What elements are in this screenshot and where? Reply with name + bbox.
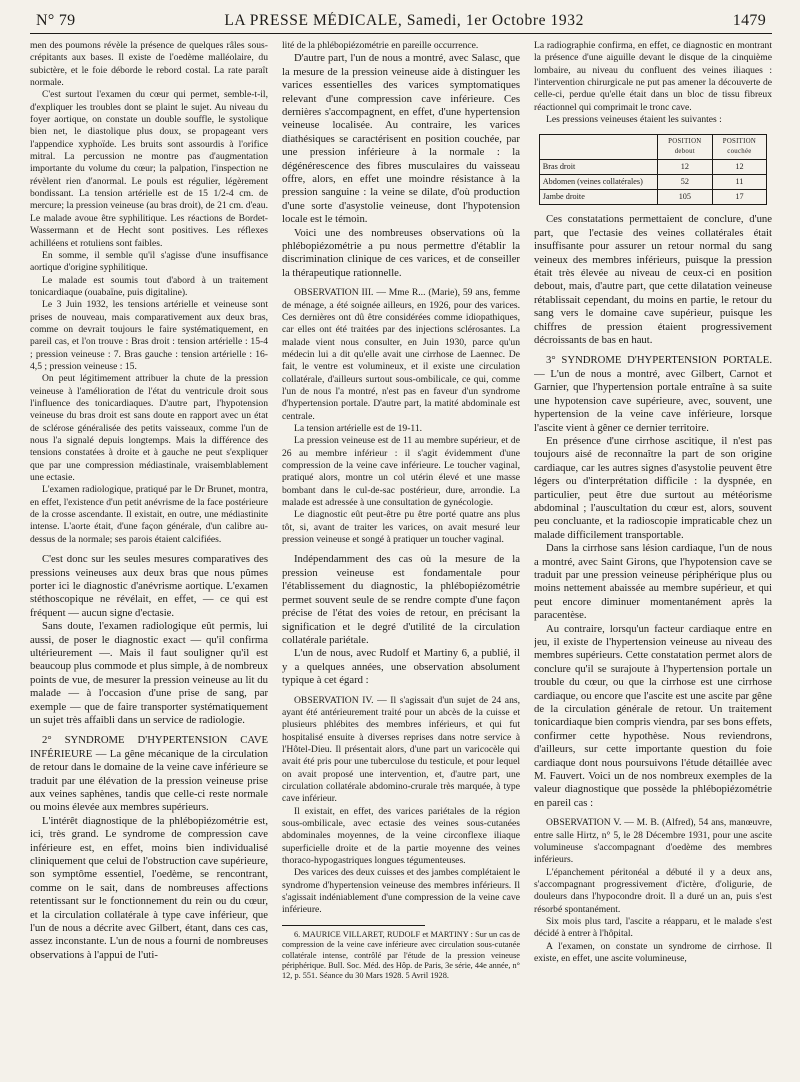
paragraph: Au contraire, lorsqu'un facteur cardiaque entre en jeu, il existe de l'hypertension veineuse au niveau des membres supérieurs. Cette constatation permet alors de conclure qu'il se surajoute à l'hypertension portale un trouble du cœur, ou que la cirrhose est une cirrhose cardiaque, ou encore que l'ascite est une ascite par gêne de la circulation générale de retour. Un traitement tonicardiaque bien compris viendra, par ses bons effets, confirmer cette hypothèse. Nous reviendrons, d'ailleurs, sur cette importante question du foie cardiaque dont nous poursuivons l'étude détaillée avec M. Fauvert. Voici un de nos nombreux exemples de la valeur diagnostique que possède la phlébopiézométrie en pareil cas :	[534, 622, 772, 809]
paragraph: L'un de nous, avec Rudolf et Martiny 6, a publié, il y a quelques années, une observation absolument typique à cet égard :	[282, 647, 520, 687]
paragraph: Le diagnostic eût peut-être pu être porté quatre ans plus tôt, si, avant de traiter les varices, on avait mesuré leur pression veineuse et songé à pratiquer un toucher vaginal.	[282, 509, 520, 546]
table-cell-label: Jambe droite	[539, 190, 657, 205]
observation-paragraph: OBSERVATION IV. — Il s'agissait d'un sujet de 24 ans, ayant été antérieurement traité pour un abcès de la cuisse et plusieurs phlébites des membres inférieurs, et qui fut hospitalisé ensuite à diverses reprises dans notre service à l'Hôtel-Dieu. Il présentait alors, d'une part un varicocèle qui avait été pris pour une tuberculose du testicule, et pour lequel on avait proposé une intervention, et, d'autre part, une circulation collatérale abdomino-crurale très marquée, à type cave inférieur.	[282, 694, 520, 805]
table-header-row	[539, 135, 766, 160]
table-cell-lying: 17	[712, 190, 767, 205]
issue-number: N° 79	[36, 12, 76, 29]
columns	[30, 40, 772, 1070]
paragraph: Six mois plus tard, l'ascite a réapparu, et le malade s'est décidé à entrer à l'hôpital.	[534, 916, 772, 940]
observation-paragraph: OBSERVATION III. — Mme R... (Marie), 59 ans, femme de ménage, a été soignée ailleurs, en 1926, pour des varices. Ces dernières ont dû être considérées comme idiopathiques, car elles ont été traitées par des injections sclérosantes. La malade vient nous consulter, en Juin 1930, parce qu'un médecin lui a dit qu'elle avait une cirrhose de Laennec. De fait, le ventre est volumineux, et il existe une circulation collatérale, d'ailleurs surtout sous-ombilicale, ce qui, comme l'un de nous l'a montré, n'est pas en faveur d'un syndrome d'hypertension portale. D'autre part, la matité abdominale est centrale.	[282, 287, 520, 422]
column-3	[534, 40, 772, 1070]
paragraph: Le 3 Juin 1932, les tensions artérielle et veineuse sont prises de nouveau, mais comparativement aux deux bras, comme on devrait toujours le faire systématiquement, en pareil cas, et l'on trouve : Bras droit : tension artérielle : 15-4 ; pression veineuse : 7. Bras gauche : tension artérielle : 16-4,5 ; pression veineuse : 15.	[30, 299, 268, 372]
section-heading-paragraph: 3° SYNDROME D'HYPERTENSION PORTALE. — L'un de nous a montré, avec Gilbert, Carnot et Garnier, que l'hypertension portale entraîne à sa suite une hypotension cave supérieure, avec, souvent, une hypertension de la veine cave inférieure, lorsque l'ascite vient à gêner ce dernier territoire.	[534, 354, 772, 434]
table-row	[539, 160, 766, 175]
journal-title: LA PRESSE MÉDICALE, Samedi, 1er Octobre 1932	[224, 12, 584, 29]
table-cell-label: Bras droit	[539, 160, 657, 175]
paragraph: Des varices des deux cuisses et des jambes complétaient le syndrome d'hypertension veineuse des membres inférieurs. Il s'agissait indéniablement d'une compression de la veine cave inférieure.	[282, 867, 520, 916]
page-number: 1479	[732, 12, 766, 29]
paragraph: Le malade est soumis tout d'abord à un traitement tonicardiaque (ouabaïne, puis digitaline).	[30, 274, 268, 298]
table-cell-label: Abdomen (veines collatérales)	[539, 175, 657, 190]
paragraph: C'est surtout l'examen du cœur qui permet, semble-t-il, d'expliquer les troubles dont se plaint le sujet. Au niveau du foyer aortique, on constate un double souffle, le systolique bien net, le diastolique plus doux, se propageant vers l'appendice xyphoïde. Les bruits sont assourdis à l'orifice mitral. La percussion ne montre pas d'augmentation importante du volume du cœur; la palpation, l'inspection ne révèlent rien d'anormal. Le pouls est régulier, légèrement bondissant. La tension artérielle est de 15 1/2-4 cm. de mercure; la pression veineuse (au bras droit), de 21 cm. d'eau. Le malade avoue être syphilitique. Les réactions de Bordet-Wassermann et de Hecht sont positives. Les réflexes achilléens et rotuliens sont faibles.	[30, 89, 268, 249]
table-header-blank	[539, 135, 657, 160]
paragraph: lité de la phlébopiézométrie en pareille occurrence.	[282, 40, 479, 51]
paragraph: Ces constatations permettaient de conclure, d'une part, que l'ectasie des veines collatérales était insuffisante pour assurer un retour normal du sang veineux des membres inférieurs, puisque la pression était très élevée au niveau de ceux-ci en position debout, mais, d'autre part, que cette dilatation veineuse rétablissait cependant, du moins en partie, le retour du sang vers le domaine cave supérieur, puisque les chiffres de pression étaient progressivement décroissants de bas en haut.	[534, 213, 772, 347]
paragraph: En présence d'une cirrhose ascitique, il n'est pas toujours aisé de reconnaître la part de son origine cardiaque, car les autres signes d'asystolie peuvent être légers ou d'interprétation difficile : la dyspnée, en particulier, peut être due surtout au météorisme abdominal ; l'auscultation du cœur est, alors, souvent peu concluante, et la radioscopie impraticable chez un malade difficilement transportable.	[534, 434, 772, 541]
table-row	[539, 175, 766, 190]
paragraph: La tension artérielle est de 19-11.	[294, 423, 423, 435]
paragraph: L'épanchement péritonéal a débuté il y a deux ans, s'accompagnant progressivement d'ictère, d'oligurie, de douleurs dans l'hypocondre droit. Il a duré un an, puis s'est résorbé spontanément.	[534, 866, 772, 915]
table-row	[539, 190, 766, 205]
table-cell-lying: 12	[712, 160, 767, 175]
section-heading-paragraph: 2° SYNDROME D'HYPERTENSION CAVE INFÉRIEURE — La gêne mécanique de la circulation de retour dans le domaine de la veine cave inférieure se traduit par une élévation de la pression veineuse prise aux veines saphènes, tandis que celle-ci reste normale ou moins élevée aux membres supérieurs.	[30, 734, 268, 814]
paragraph: C'est donc sur les seules mesures comparatives des pressions veineuses aux deux bras que nous pûmes porter ici le diagnostic d'anévrisme aortique. L'examen stéthoscopique ne révélait, en effet, — ce qui est fréquent — aucun signe d'ectasie.	[30, 553, 268, 619]
paragraph: La radiographie confirma, en effet, ce diagnostic en montrant la présence d'une aiguille devant le disque de la cinquième lombaire, au niveau du confluent des veines iliaques : l'intervention chirurgicale ne put pas amener la découverte de celle-ci, perdue qu'elle était dans un bloc de tissu fibreux réactionnel qui comprimait le tronc cave.	[534, 40, 772, 113]
paragraph: La pression veineuse est de 11 au membre supérieur, et de 26 au membre inférieur : il s'agit évidemment d'une compression de la veine cave inférieure. Le toucher vaginal, pratiqué alors, montre un col utérin élevé et une masse bombant dans le cul-de-sac postérieur, dure, arrondie. La malade est adressée à une consultation de gynécologie.	[282, 435, 520, 509]
table-cell-standing: 105	[658, 190, 713, 205]
paragraph: D'autre part, l'un de nous a montré, avec Salasc, que la mesure de la pression veineuse aide à distinguer les varices essentielles des varices symptomatiques relevant d'une compression cave inférieure. Ces dernières s'accompagnent, en effet, d'une hypertension veineuse localisée. Au contraire, les varices diathésiques se caractérisent en position couchée, par une pression inférieure à la normale : la dégénérescence des fibres musculaires du vaisseau offre, alors, en effet une moindre résistance à la pression sanguine : la veine se dilate, d'où production d'une sorte d'asystolie veineuse, dont l'hypotension locale est le témoin.	[282, 52, 520, 226]
paragraph: Il existait, en effet, des varices pariétales de la région sous-ombilicale, avec ectasie des veines sous-cutanées abdominales moyennes, de la veine circonflexe iliaque superficielle droite et de la partie moyenne des veines thoraco-hypogastriques longues tégumenteuses.	[282, 805, 520, 866]
footnote-rule	[282, 925, 425, 926]
paragraph: L'intérêt diagnostique de la phlébopiézométrie est, ici, très grand. Le syndrome de compression cave inférieure est, en effet, moins bien individualisé cliniquement que celui de l'obstruction cave supérieure, son symptôme essentiel, l'oedème, se rencontrant, comme on le sait, dans de nombreuses affections retentissant sur le fonctionnement du rein ou du cœur, et la circulation collatérale à type cave inférieur, que l'un de nous a décrite avec Gilbert, étant, dans ces cas, assez inconstante. L'un de nous a fourni de nombreuses observations à l'appui de l'uti-	[30, 814, 268, 961]
paragraph: L'examen radiologique, pratiqué par le Dr Brunet, montra, en effet, l'existence d'un petit anévrisme de la face postérieure de la crosse ascendante. Il existait, en outre, une médiastinite intense. L'aorte était, d'une façon générale, d'un calibre au-dessus de la normale; ses parois étaient calcifiées.	[30, 484, 268, 545]
column-1	[30, 40, 268, 1070]
paragraph: En somme, il semble qu'il s'agisse d'une insuffisance aortique d'origine syphilitique.	[30, 249, 268, 274]
observation-paragraph: OBSERVATION V. — M. B. (Alfred), 54 ans, manœuvre, entre salle Hirtz, n° 5, le 28 Décembre 1931, pour une ascite volumineuse s'accompagnant d'oedème des membres inférieurs.	[534, 817, 772, 866]
paragraph: Voici une des nombreuses observations où la phlébopiézométrie a pu nous permettre d'établir la discrimination clinique de ces varices, et de conseiller la thérapeutique rationnelle.	[282, 226, 520, 279]
venous-pressure-table	[539, 134, 767, 205]
newspaper-page	[30, 12, 772, 1074]
paragraph: On peut légitimement attribuer la chute de la pression veineuse à l'amélioration de l'état du ventricule droit sous l'influence des tonicardiaques. D'autre part, l'hypotension veineuse du bras droit est sans doute en rapport avec un état de sclérose généralisée des petits vaisseaux, comme l'un de nous l'a signalé depuis longtemps. Mais la différence des tensions constatées à droite et à gauche ne peut s'expliquer que par une compression médiastinale, vraisemblablement une ectasie.	[30, 373, 268, 484]
page-header	[30, 12, 772, 34]
table-header-standing: POSITION debout	[658, 135, 713, 160]
paragraph: A l'examen, on constate un syndrome de cirrhose. Il existe, en effet, une ascite volumineuse,	[534, 940, 772, 965]
footnote: 6. MAURICE VILLARET, RUDOLF et MARTINY : Sur un cas de compression de la veine cave inférieure avec circulation sous-cutanée collatérale intense, contrôlé par l'étude de la pression veineuse périphérique. Bull. Soc. Méd. des Hôp. de Paris, 3e série, 44e année, n° 12, p. 551. Séance du 30 Mars 1928. 5 Avril 1928.	[282, 929, 520, 981]
table-cell-standing: 12	[658, 160, 713, 175]
column-2	[282, 40, 520, 1070]
paragraph: Les pressions veineuses étaient les suivantes :	[546, 114, 722, 126]
table-cell-lying: 11	[712, 175, 767, 190]
paragraph: men des poumons révèle la présence de quelques râles sous-crépitants aux bases. Il existe de l'oedème malléolaire, du subictère, et le foie déborde le rebord costal. La rate paraît normale.	[30, 40, 268, 89]
paragraph: Dans la cirrhose sans lésion cardiaque, l'un de nous a montré, avec Saint Girons, que l'hypotension cave se traduit par une pression veineuse périphérique plus ou moins nettement abaissée au membre supérieur, et qui peut encore diminuer momentanément après la paracentèse.	[534, 542, 772, 622]
table-header-lying: POSITION couchée	[712, 135, 767, 160]
table-cell-standing: 52	[658, 175, 713, 190]
paragraph: Indépendamment des cas où la mesure de la pression veineuse est fondamentale pour l'établissement du diagnostic, la phlébopiézométrie permet souvent seule de se rendre compte d'une façon précise de l'état des voies de retour, en précisant la signification et le degré d'utilité de la circulation collatérale pariétale.	[282, 553, 520, 646]
paragraph: Sans doute, l'examen radiologique eût permis, lui aussi, de poser le diagnostic exact — qu'il confirma ultérieurement —. Mais il faut souligner qu'il est beaucoup plus commode et plus simple, à de nombreux points de vue, de mesurer la pression veineuse au lit du malade — à l'occasion d'une prise de sang, par exemple — que de faire transporter systématiquement un sujet très affaibli dans un service de radiologie.	[30, 620, 268, 726]
